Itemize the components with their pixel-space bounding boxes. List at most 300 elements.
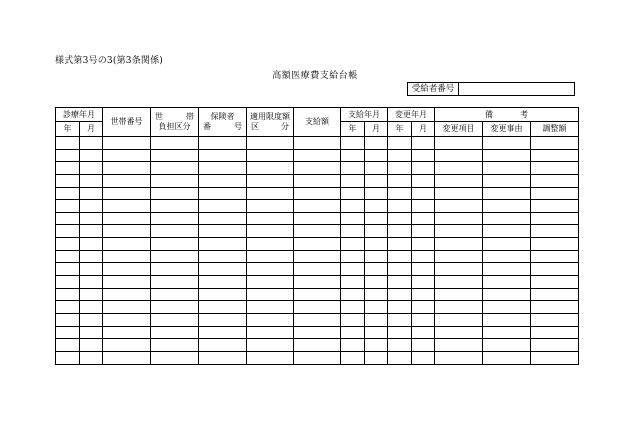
recipient-number-label: 受給者番号 <box>408 83 459 95</box>
table-cell[interactable] <box>80 313 103 326</box>
table-cell[interactable] <box>435 187 483 200</box>
table-cell[interactable] <box>247 339 294 352</box>
table-cell[interactable] <box>103 212 151 225</box>
table-cell[interactable] <box>247 212 294 225</box>
table-cell[interactable] <box>103 339 151 352</box>
table-cell[interactable] <box>412 301 435 314</box>
table-cell[interactable] <box>247 288 294 301</box>
table-cell[interactable] <box>388 212 412 225</box>
table-cell[interactable] <box>412 263 435 276</box>
table-cell[interactable] <box>388 276 412 289</box>
table-cell[interactable] <box>483 238 531 251</box>
ledger-table <box>55 107 579 365</box>
table-cell[interactable] <box>531 326 579 339</box>
table-cell[interactable] <box>151 351 199 364</box>
table-cell[interactable] <box>365 313 388 326</box>
table-cell[interactable] <box>80 288 103 301</box>
table-cell[interactable] <box>199 351 247 364</box>
table-cell[interactable] <box>294 250 341 263</box>
limit-label: 適用限度額 <box>250 112 290 121</box>
table-cell[interactable] <box>341 162 365 175</box>
table-row <box>56 351 579 364</box>
table-cell[interactable] <box>80 250 103 263</box>
table-cell[interactable] <box>341 225 365 238</box>
consultation-month-header: 診療年月 <box>56 108 103 122</box>
table-cell[interactable] <box>341 174 365 187</box>
table-cell[interactable] <box>435 238 483 251</box>
table-cell[interactable] <box>294 288 341 301</box>
household-burden-header <box>151 108 199 137</box>
table-cell[interactable] <box>412 200 435 213</box>
table-cell[interactable] <box>412 174 435 187</box>
table-cell[interactable] <box>483 200 531 213</box>
insurer-number-char-1: 番 <box>203 122 211 131</box>
table-cell[interactable] <box>80 149 103 162</box>
table-cell[interactable] <box>435 225 483 238</box>
table-cell[interactable] <box>199 250 247 263</box>
table-cell[interactable] <box>531 250 579 263</box>
household-number-header: 世帯番号 <box>103 108 151 137</box>
table-cell[interactable] <box>483 174 531 187</box>
table-cell[interactable] <box>483 339 531 352</box>
table-cell[interactable] <box>412 137 435 150</box>
table-row <box>56 149 579 162</box>
table-cell[interactable] <box>365 351 388 364</box>
household-burden-char-1: 世 <box>155 112 163 121</box>
table-cell[interactable] <box>151 149 199 162</box>
table-cell[interactable] <box>199 339 247 352</box>
table-cell[interactable] <box>80 339 103 352</box>
table-cell[interactable] <box>483 351 531 364</box>
table-cell[interactable] <box>294 313 341 326</box>
household-burden-char-2: 帯 <box>186 112 194 121</box>
table-cell[interactable] <box>56 174 80 187</box>
table-row <box>56 326 579 339</box>
table-cell[interactable] <box>388 263 412 276</box>
table-cell[interactable] <box>341 326 365 339</box>
table-cell[interactable] <box>388 326 412 339</box>
table-cell[interactable] <box>56 351 80 364</box>
table-row <box>56 238 579 251</box>
limit-category-char-1: 区 <box>251 122 259 131</box>
table-cell[interactable] <box>56 263 80 276</box>
table-cell[interactable] <box>151 326 199 339</box>
table-cell[interactable] <box>435 276 483 289</box>
table-cell[interactable] <box>388 225 412 238</box>
table-cell[interactable] <box>531 288 579 301</box>
table-row <box>56 250 579 263</box>
remarks-header <box>435 108 579 122</box>
table-cell[interactable] <box>294 149 341 162</box>
table-cell[interactable] <box>483 250 531 263</box>
table-cell[interactable] <box>294 137 341 150</box>
table-cell[interactable] <box>365 250 388 263</box>
table-cell[interactable] <box>341 187 365 200</box>
table-cell[interactable] <box>483 149 531 162</box>
table-row <box>56 263 579 276</box>
table-cell[interactable] <box>103 137 151 150</box>
table-cell[interactable] <box>247 276 294 289</box>
table-cell[interactable] <box>294 200 341 213</box>
table-cell[interactable] <box>80 187 103 200</box>
table-cell[interactable] <box>103 326 151 339</box>
table-cell[interactable] <box>531 313 579 326</box>
table-cell[interactable] <box>151 212 199 225</box>
table-cell[interactable] <box>56 301 80 314</box>
consultation-year-header: 年 <box>56 122 80 137</box>
table-cell[interactable] <box>388 137 412 150</box>
table-row <box>56 174 579 187</box>
table-cell[interactable] <box>365 225 388 238</box>
table-cell[interactable] <box>365 174 388 187</box>
table-cell[interactable] <box>483 137 531 150</box>
table-cell[interactable] <box>80 212 103 225</box>
table-cell[interactable] <box>365 187 388 200</box>
table-cell[interactable] <box>103 238 151 251</box>
table-cell[interactable] <box>412 351 435 364</box>
table-cell[interactable] <box>151 174 199 187</box>
table-cell[interactable] <box>103 225 151 238</box>
table-cell[interactable] <box>56 187 80 200</box>
table-cell[interactable] <box>294 276 341 289</box>
table-cell[interactable] <box>56 162 80 175</box>
table-cell[interactable] <box>531 200 579 213</box>
table-cell[interactable] <box>199 225 247 238</box>
table-cell[interactable] <box>435 149 483 162</box>
table-cell[interactable] <box>388 238 412 251</box>
table-cell[interactable] <box>412 313 435 326</box>
table-cell[interactable] <box>80 326 103 339</box>
table-cell[interactable] <box>151 339 199 352</box>
table-cell[interactable] <box>247 351 294 364</box>
table-cell[interactable] <box>435 137 483 150</box>
table-cell[interactable] <box>199 212 247 225</box>
table-row <box>56 200 579 213</box>
table-cell[interactable] <box>365 326 388 339</box>
table-cell[interactable] <box>483 263 531 276</box>
table-cell[interactable] <box>151 250 199 263</box>
table-cell[interactable] <box>483 276 531 289</box>
table-cell[interactable] <box>247 326 294 339</box>
table-cell[interactable] <box>294 326 341 339</box>
table-cell[interactable] <box>412 288 435 301</box>
table-cell[interactable] <box>531 263 579 276</box>
table-cell[interactable] <box>294 187 341 200</box>
table-cell[interactable] <box>412 326 435 339</box>
consultation-month-sub-header: 月 <box>80 122 103 137</box>
table-cell[interactable] <box>80 174 103 187</box>
table-cell[interactable] <box>56 238 80 251</box>
table-cell[interactable] <box>483 225 531 238</box>
table-cell[interactable] <box>388 162 412 175</box>
table-cell[interactable] <box>483 288 531 301</box>
table-cell[interactable] <box>365 137 388 150</box>
table-cell[interactable] <box>103 162 151 175</box>
table-cell[interactable] <box>531 174 579 187</box>
table-cell[interactable] <box>294 301 341 314</box>
table-cell[interactable] <box>435 263 483 276</box>
table-cell[interactable] <box>341 301 365 314</box>
table-cell[interactable] <box>483 187 531 200</box>
table-cell[interactable] <box>103 276 151 289</box>
table-cell[interactable] <box>247 174 294 187</box>
table-cell[interactable] <box>151 187 199 200</box>
table-cell[interactable] <box>80 200 103 213</box>
table-cell[interactable] <box>247 238 294 251</box>
limit-category-header <box>247 108 294 137</box>
table-cell[interactable] <box>483 212 531 225</box>
table-cell[interactable] <box>151 238 199 251</box>
table-cell[interactable] <box>103 250 151 263</box>
table-cell[interactable] <box>365 212 388 225</box>
form-number: 様式第3号の3(第3条関係) <box>55 56 164 66</box>
table-cell[interactable] <box>365 339 388 352</box>
table-cell[interactable] <box>412 162 435 175</box>
table-cell[interactable] <box>103 301 151 314</box>
table-cell[interactable] <box>531 212 579 225</box>
table-cell[interactable] <box>388 288 412 301</box>
table-cell[interactable] <box>103 200 151 213</box>
table-cell[interactable] <box>294 238 341 251</box>
table-cell[interactable] <box>483 301 531 314</box>
table-cell[interactable] <box>388 174 412 187</box>
table-cell[interactable] <box>151 263 199 276</box>
table-cell[interactable] <box>388 351 412 364</box>
table-cell[interactable] <box>294 351 341 364</box>
table-cell[interactable] <box>412 187 435 200</box>
table-cell[interactable] <box>388 301 412 314</box>
insurer-number-char-2: 号 <box>234 122 242 131</box>
table-cell[interactable] <box>103 174 151 187</box>
table-cell[interactable] <box>56 149 80 162</box>
table-cell[interactable] <box>294 212 341 225</box>
table-cell[interactable] <box>56 339 80 352</box>
table-cell[interactable] <box>531 339 579 352</box>
table-cell[interactable] <box>80 162 103 175</box>
table-cell[interactable] <box>341 238 365 251</box>
table-cell[interactable] <box>531 301 579 314</box>
table-cell[interactable] <box>103 149 151 162</box>
table-row <box>56 313 579 326</box>
table-cell[interactable] <box>365 263 388 276</box>
table-cell[interactable] <box>103 263 151 276</box>
table-cell[interactable] <box>435 212 483 225</box>
table-row <box>56 187 579 200</box>
remarks-char-2: 考 <box>520 109 528 119</box>
table-cell[interactable] <box>341 250 365 263</box>
table-cell[interactable] <box>531 187 579 200</box>
insurer-number-header <box>199 108 247 137</box>
table-cell[interactable] <box>435 301 483 314</box>
table-cell[interactable] <box>341 351 365 364</box>
table-row <box>56 212 579 225</box>
table-cell[interactable] <box>435 250 483 263</box>
table-cell[interactable] <box>80 301 103 314</box>
table-cell[interactable] <box>199 137 247 150</box>
table-cell[interactable] <box>435 200 483 213</box>
table-row <box>56 301 579 314</box>
table-cell[interactable] <box>80 263 103 276</box>
table-cell[interactable] <box>294 339 341 352</box>
table-cell[interactable] <box>435 351 483 364</box>
table-row <box>56 137 579 150</box>
table-cell[interactable] <box>341 137 365 150</box>
table-cell[interactable] <box>388 313 412 326</box>
table-cell[interactable] <box>412 149 435 162</box>
recipient-number-field[interactable] <box>459 83 574 95</box>
table-cell[interactable] <box>247 162 294 175</box>
table-cell[interactable] <box>247 250 294 263</box>
limit-category-char-2: 分 <box>281 122 289 131</box>
table-cell[interactable] <box>199 187 247 200</box>
insurer-label: 保険者 <box>210 112 235 121</box>
table-cell[interactable] <box>56 137 80 150</box>
table-row <box>56 162 579 175</box>
table-cell[interactable] <box>531 137 579 150</box>
table-cell[interactable] <box>103 288 151 301</box>
table-cell[interactable] <box>151 301 199 314</box>
table-cell[interactable] <box>199 162 247 175</box>
table-row <box>56 288 579 301</box>
table-cell[interactable] <box>531 276 579 289</box>
table-cell[interactable] <box>435 326 483 339</box>
table-cell[interactable] <box>103 187 151 200</box>
table-cell[interactable] <box>341 313 365 326</box>
table-cell[interactable] <box>388 149 412 162</box>
table-cell[interactable] <box>151 313 199 326</box>
table-cell[interactable] <box>412 339 435 352</box>
table-cell[interactable] <box>341 212 365 225</box>
payment-month-sub-header: 月 <box>365 122 388 137</box>
table-cell[interactable] <box>412 238 435 251</box>
table-cell[interactable] <box>365 238 388 251</box>
table-cell[interactable] <box>294 174 341 187</box>
table-cell[interactable] <box>341 149 365 162</box>
table-cell[interactable] <box>247 137 294 150</box>
table-cell[interactable] <box>151 288 199 301</box>
table-cell[interactable] <box>435 162 483 175</box>
table-cell[interactable] <box>341 200 365 213</box>
table-cell[interactable] <box>247 313 294 326</box>
change-month-sub-header: 月 <box>412 122 435 137</box>
table-cell[interactable] <box>103 351 151 364</box>
table-cell[interactable] <box>56 288 80 301</box>
table-cell[interactable] <box>294 263 341 276</box>
table-cell[interactable] <box>56 326 80 339</box>
table-cell[interactable] <box>151 162 199 175</box>
table-cell[interactable] <box>199 263 247 276</box>
table-cell[interactable] <box>247 200 294 213</box>
table-cell[interactable] <box>341 339 365 352</box>
table-cell[interactable] <box>294 162 341 175</box>
table-cell[interactable] <box>365 276 388 289</box>
table-cell[interactable] <box>80 276 103 289</box>
table-cell[interactable] <box>80 225 103 238</box>
table-cell[interactable] <box>56 276 80 289</box>
table-cell[interactable] <box>412 276 435 289</box>
change-month-header: 変更年月 <box>388 108 435 122</box>
table-cell[interactable] <box>365 288 388 301</box>
table-cell[interactable] <box>247 301 294 314</box>
table-cell[interactable] <box>388 250 412 263</box>
table-cell[interactable] <box>151 276 199 289</box>
payment-year-header: 年 <box>341 122 365 137</box>
table-cell[interactable] <box>341 288 365 301</box>
table-cell[interactable] <box>531 351 579 364</box>
table-cell[interactable] <box>199 301 247 314</box>
table-cell[interactable] <box>103 313 151 326</box>
table-cell[interactable] <box>531 238 579 251</box>
payment-amount-header: 支給額 <box>294 108 341 137</box>
table-cell[interactable] <box>388 200 412 213</box>
table-cell[interactable] <box>80 238 103 251</box>
table-cell[interactable] <box>56 313 80 326</box>
table-cell[interactable] <box>151 200 199 213</box>
table-cell[interactable] <box>56 200 80 213</box>
table-cell[interactable] <box>294 225 341 238</box>
table-cell[interactable] <box>531 149 579 162</box>
table-cell[interactable] <box>435 174 483 187</box>
table-cell[interactable] <box>365 301 388 314</box>
table-cell[interactable] <box>56 212 80 225</box>
table-cell[interactable] <box>531 225 579 238</box>
table-cell[interactable] <box>80 137 103 150</box>
table-cell[interactable] <box>483 326 531 339</box>
remarks-char-1: 備 <box>485 109 493 119</box>
table-row <box>56 225 579 238</box>
table-cell[interactable] <box>435 313 483 326</box>
table-cell[interactable] <box>412 225 435 238</box>
table-cell[interactable] <box>199 200 247 213</box>
table-cell[interactable] <box>199 149 247 162</box>
change-item-header: 変更項目 <box>435 122 483 137</box>
table-cell[interactable] <box>388 187 412 200</box>
table-cell[interactable] <box>388 339 412 352</box>
table-cell[interactable] <box>365 162 388 175</box>
table-cell[interactable] <box>247 187 294 200</box>
table-cell[interactable] <box>151 225 199 238</box>
table-cell[interactable] <box>56 225 80 238</box>
table-cell[interactable] <box>483 313 531 326</box>
table-cell[interactable] <box>365 149 388 162</box>
table-cell[interactable] <box>531 162 579 175</box>
table-cell[interactable] <box>199 313 247 326</box>
table-cell[interactable] <box>435 288 483 301</box>
table-cell[interactable] <box>341 263 365 276</box>
table-cell[interactable] <box>199 238 247 251</box>
table-cell[interactable] <box>199 288 247 301</box>
table-cell[interactable] <box>199 326 247 339</box>
ledger-body <box>56 137 579 365</box>
table-cell[interactable] <box>365 200 388 213</box>
page-title: 高額医療費支給台帳 <box>272 71 358 81</box>
table-cell[interactable] <box>199 174 247 187</box>
table-cell[interactable] <box>247 149 294 162</box>
table-cell[interactable] <box>341 276 365 289</box>
table-cell[interactable] <box>80 351 103 364</box>
table-cell[interactable] <box>151 137 199 150</box>
table-cell[interactable] <box>247 263 294 276</box>
table-row <box>56 339 579 352</box>
table-cell[interactable] <box>247 225 294 238</box>
table-cell[interactable] <box>412 250 435 263</box>
recipient-number-box <box>407 82 575 96</box>
table-cell[interactable] <box>199 276 247 289</box>
table-cell[interactable] <box>56 250 80 263</box>
table-cell[interactable] <box>435 339 483 352</box>
table-cell[interactable] <box>483 162 531 175</box>
table-cell[interactable] <box>412 212 435 225</box>
